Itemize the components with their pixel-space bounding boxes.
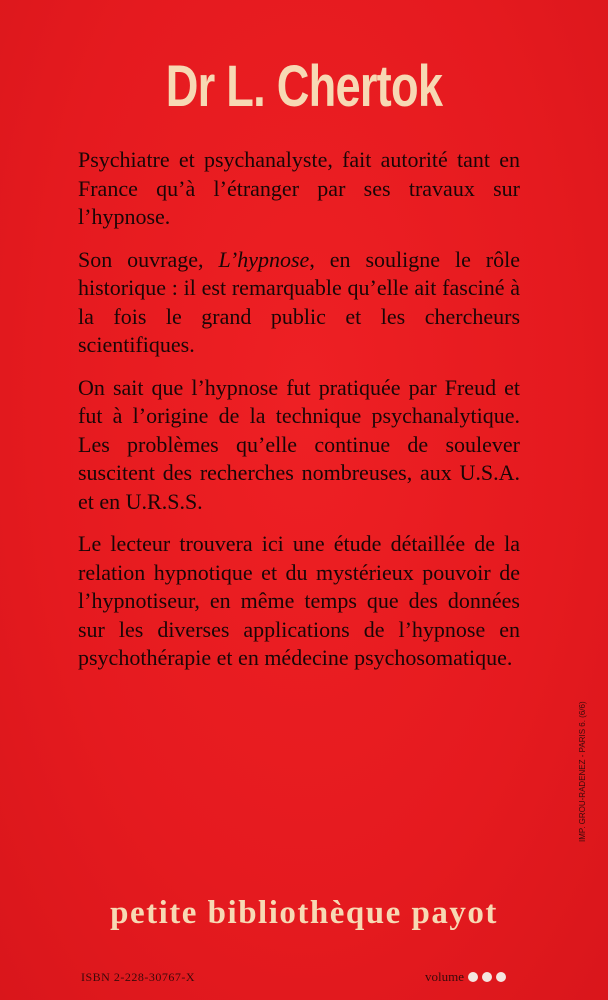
blurb-p2-start: Son ouvrage, — [78, 246, 219, 272]
blurb-paragraph-3: On sait que l’hypnose fut pratiquée par Freud et fut à l’origine de la technique psychanalytique. Les problèmes qu’elle continue de soulever suscitent des recherches nombreuses, aux U.S.A. et en U.R.S.S. — [78, 374, 520, 514]
blurb-paragraph-1: Psychiatre et psychanalyste, fait autorité tant en France qu’à l’étranger par ses travaux sur l’hypnose. — [78, 147, 520, 229]
blurb-p2-end: , en souligne le rôle historique : il est remarquable qu’elle ait fasciné à la fois le grand public et les chercheurs scientifiques. — [78, 246, 520, 357]
blurb — [78, 146, 520, 687]
volume-dot-icon — [468, 972, 478, 982]
isbn-number: ISBN 2-228-30767-X — [81, 970, 195, 984]
series-name: petite bibliothèque payot — [110, 895, 498, 931]
volume-dot-icon — [482, 972, 492, 982]
volume-label: volume — [425, 969, 464, 984]
printer-imprint: IMP. GROU-RADENEZ - PARIS 6. (6/6) — [578, 701, 587, 842]
blurb-paragraph-4: Le lecteur trouvera ici une étude détaillée de la relation hypnotique et du mystérieux pouvoir de l’hypnotiseur, en même temps que des données sur les diverses applications de l’hypnose en psychothérapie et en médecine psychosomatique. — [78, 531, 520, 670]
author-title: Dr L. Chertok — [165, 54, 443, 119]
volume-dot-icon — [496, 972, 506, 982]
volume-indicator — [425, 969, 506, 985]
blurb-paragraph-2 — [78, 246, 520, 360]
book-title-italic: L’hypnose — [218, 246, 310, 272]
